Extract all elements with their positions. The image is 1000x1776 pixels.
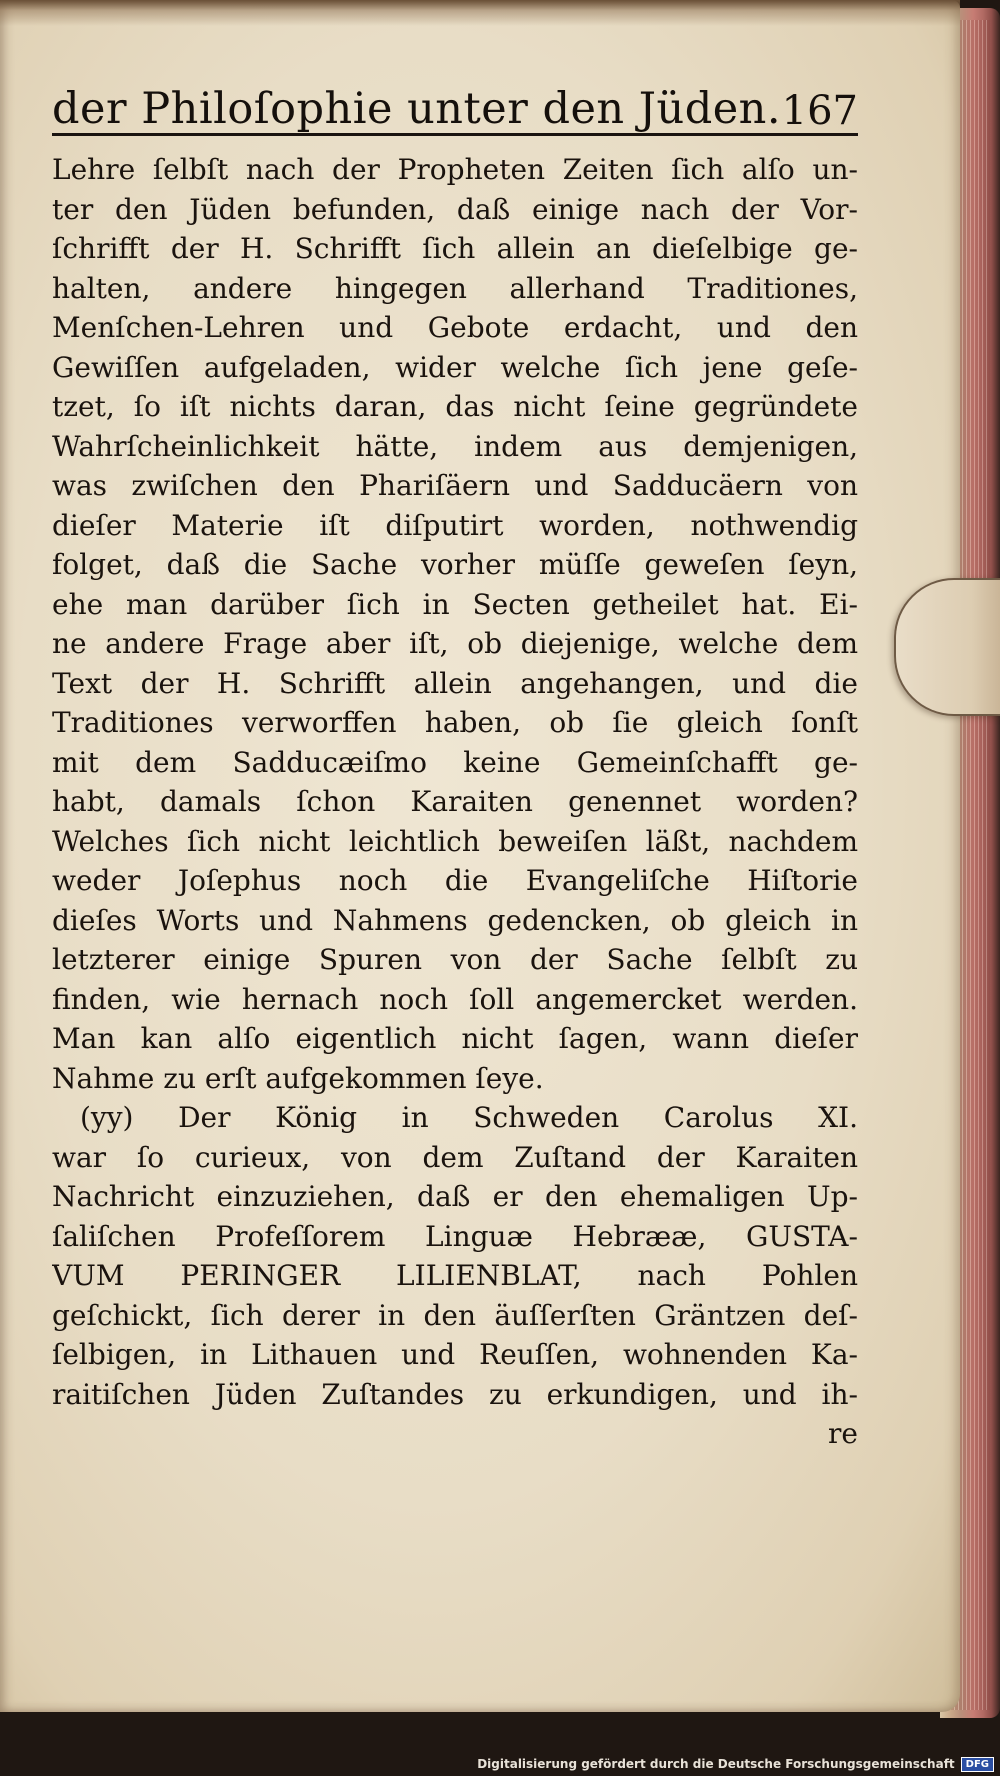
body-line: tzet, ſo iſt nichts daran, das nicht ſeine gegründete xyxy=(52,390,858,423)
body-line: folget, daß die Sache vorher müſſe geweſen ſeyn, xyxy=(52,548,858,581)
body-line: Welches ſich nicht leichtlich beweiſen läßt, nachdem xyxy=(52,824,858,858)
note-line: raitiſchen Jüden Zuſtandes zu erkundigen, und ih- xyxy=(52,1377,858,1411)
thumb-index-tab xyxy=(894,578,1000,716)
body-line: mit dem Sadducæiſmo keine Gemeinſchafft ge- xyxy=(52,745,858,779)
body-line: Traditiones verworffen haben, ob ſie gleich ſonſt xyxy=(52,706,858,739)
note-line: ſaliſchen Profeſſorem Linguæ Hebrææ, GUSTA- xyxy=(52,1219,858,1253)
body-line: Menſchen-Lehren und Gebote erdacht, und den xyxy=(52,311,858,344)
body-line: ter den Jüden befunden, daß einige nach der Vor- xyxy=(52,192,858,226)
body-line: Nahme zu erſt aufgekommen ſeye. xyxy=(52,1061,544,1095)
body-line: Man kan alſo eigentlich nicht ſagen, wann dieſer xyxy=(52,1022,858,1055)
body-line: Gewiſſen aufgeladen, wider welche ſich jene geſe- xyxy=(52,350,858,384)
top-shadow xyxy=(0,0,960,26)
body-line: finden, wie hernach noch ſoll angemercket werden. xyxy=(52,982,858,1016)
catchword: re xyxy=(828,1417,858,1450)
page-number: 167 xyxy=(781,88,858,134)
body-line: weder Joſephus noch die Evangeliſche Hiſtorie xyxy=(52,864,858,897)
running-head xyxy=(52,76,858,136)
body-line: ehe man darüber ſich in Secten getheilet hat. Ei- xyxy=(52,587,858,621)
running-head-title: der Philoſophie unter den Jüden. xyxy=(52,84,782,134)
body-line: letzterer einige Spuren von der Sache ſelbſt zu xyxy=(52,943,858,976)
body-line: Text der H. Schrifft allein angehangen, und die xyxy=(52,666,858,700)
funding-credit: Digitalisierung gefördert durch die Deutsche Forschungsgemeinschaft xyxy=(477,1757,955,1771)
body-line: dieſes Worts und Nahmens gedencken, ob gleich in xyxy=(52,903,858,937)
note-line: VUM PERINGER LILIENBLAT, nach Pohlen xyxy=(52,1259,858,1292)
body-line: halten, andere hingegen allerhand Traditiones, xyxy=(52,271,858,305)
body-line: was zwiſchen den Phariſäern und Sadducäern von xyxy=(52,469,858,502)
note-line: (yy) Der König in Schweden Carolus XI. xyxy=(80,1101,858,1134)
body-line: ſchrifft der H. Schrifft ſich allein an dieſelbige ge- xyxy=(52,232,858,265)
body-line: dieſer Materie iſt diſputirt worden, nothwendig xyxy=(52,508,858,542)
note-line: Nachricht einzuziehen, daß er den ehemaligen Up- xyxy=(52,1180,858,1213)
body-line: ne andere Frage aber iſt, ob diejenige, welche dem xyxy=(52,627,858,660)
body-line: Wahrſcheinlichkeit hätte, indem aus demjenigen, xyxy=(52,429,858,463)
note-line: geſchickt, ſich derer in den äuſſerſten Gräntzen deſ- xyxy=(52,1298,858,1332)
body-line: Lehre ſelbſt nach der Propheten Zeiten ſich alſo un- xyxy=(52,153,858,186)
note-line: war ſo curieux, von dem Zuſtand der Karaiten xyxy=(52,1140,858,1174)
text-block xyxy=(52,150,858,1454)
footer-bar xyxy=(0,1752,1000,1776)
body-line: habt, damals ſchon Karaiten genennet worden? xyxy=(52,785,858,818)
dfg-logo: DFG xyxy=(961,1757,994,1772)
note-line: ſelbigen, in Lithauen und Reuſſen, wohnenden Ka- xyxy=(52,1338,858,1371)
